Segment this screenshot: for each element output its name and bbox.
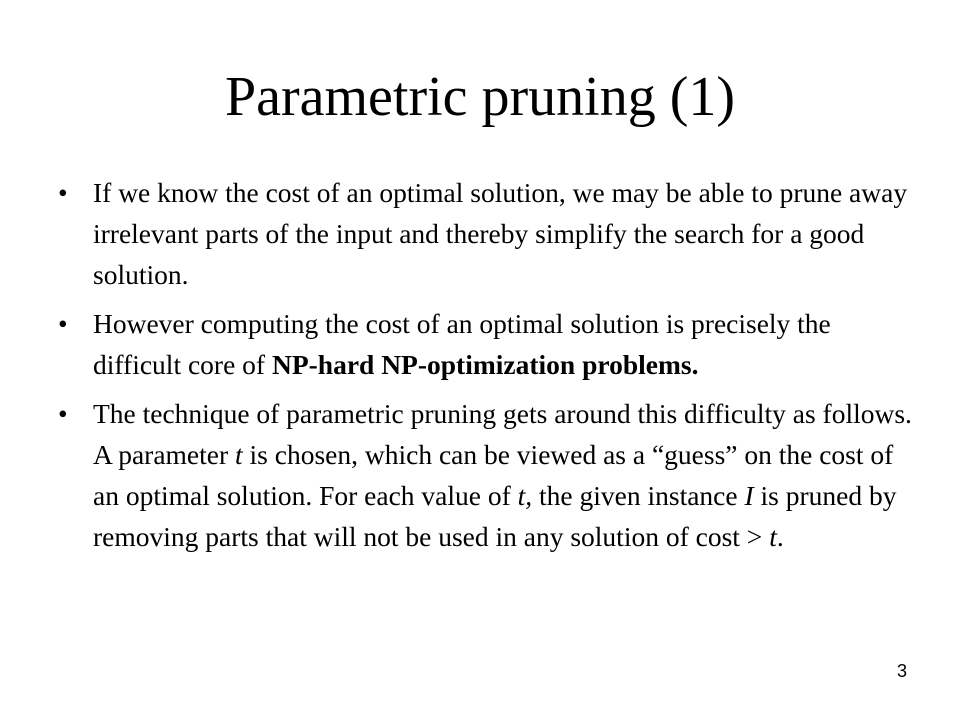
bullet-dot-icon: •	[58, 177, 68, 208]
bullet-2-bold-text: NP-hard NP-optimization problems.	[271, 349, 699, 380]
bullet-3-param-t-comma: t,	[517, 480, 533, 511]
bullet-3-text-a: The technique of parametric pruning gets around this difficulty as follows. A parameter	[93, 398, 912, 470]
bullet-text-1	[93, 177, 907, 290]
bullet-3-period: .	[776, 521, 784, 552]
bullet-3-instance-i: I	[744, 480, 754, 511]
bullet-dot-icon: •	[58, 308, 68, 339]
bullet-3-text-b: is chosen, which can be viewed as a “guess” on the cost of an optimal solution. For each value of	[93, 439, 894, 511]
bullet-text-2	[93, 308, 831, 380]
bullet-1-text: If we know the cost of an optimal solution, we may be able to prune away irrelevant parts of the input and thereby simplify the search for a good solution.	[93, 177, 908, 290]
bullet-text-3	[93, 398, 912, 552]
bullet-item-2	[58, 303, 918, 385]
bullet-3-text-d: is pruned by removing parts that will not be used in any solution of cost >	[93, 480, 897, 552]
slide-title: Parametric pruning (1)	[224, 66, 736, 128]
bullet-dot-icon: •	[58, 398, 68, 429]
page-number: 3	[896, 661, 907, 681]
bullet-item-3	[58, 393, 918, 557]
bullet-3-text-c: the given instance	[532, 480, 745, 511]
bullet-item-1	[58, 172, 918, 295]
bullet-3-param-t-final: t	[769, 521, 777, 552]
bullet-3-param-t: t	[235, 439, 243, 470]
bullet-list	[58, 172, 918, 557]
bullet-2-text: However computing the cost of an optimal solution is precisely the difficult core of	[93, 308, 831, 380]
